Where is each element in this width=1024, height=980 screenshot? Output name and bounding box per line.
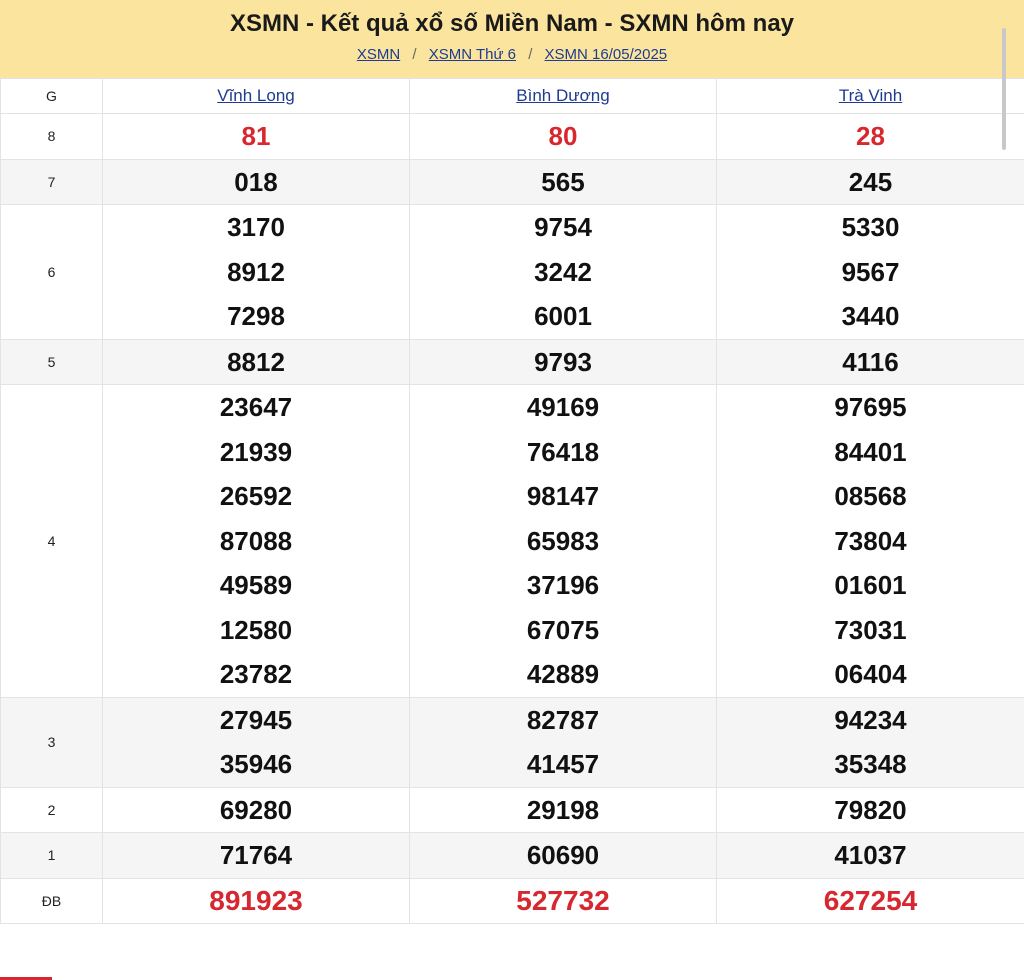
prize-cell [717, 159, 1024, 205]
prize-cell [410, 385, 717, 698]
prize-cell [410, 878, 717, 924]
result-number: 8812 [227, 346, 285, 377]
prize-cell [410, 833, 717, 879]
result-number: 9793 [534, 346, 592, 377]
result-number: 82787 [526, 704, 600, 735]
result-number: 35348 [834, 749, 907, 779]
prize-cell [410, 697, 717, 787]
prize-label: 8 [1, 114, 103, 160]
result-number: 08568 [834, 481, 907, 511]
page-header [0, 0, 1024, 78]
prize-label: 6 [1, 205, 103, 340]
result-number: 79820 [834, 794, 907, 825]
prize-cell [103, 787, 410, 833]
province-header-tra-vinh [717, 79, 1024, 114]
prize-cell [103, 159, 410, 205]
prize-label: 2 [1, 787, 103, 833]
prize-cell [103, 114, 410, 160]
prize-row-6 [1, 205, 1024, 340]
result-number: 80 [548, 121, 578, 151]
result-number: 67075 [526, 614, 600, 645]
table-header-row [1, 79, 1024, 114]
result-number: 49589 [219, 570, 293, 600]
result-number: 81 [241, 121, 271, 151]
result-number: 76418 [526, 436, 600, 467]
prize-row-1 [1, 833, 1024, 879]
prize-cell [717, 878, 1024, 924]
prize-cell [103, 697, 410, 787]
prize-label: ĐB [1, 878, 103, 924]
result-number: 01601 [834, 570, 907, 600]
prize-row-special [1, 878, 1024, 924]
breadcrumb-link-xsmn-thu-6[interactable]: XSMN Thứ 6 [428, 46, 517, 63]
result-number: 5330 [841, 212, 900, 242]
result-number: 60690 [526, 840, 600, 870]
breadcrumb [0, 46, 1024, 64]
result-number: 6001 [534, 301, 592, 331]
result-number: 018 [234, 166, 278, 197]
result-number: 73804 [834, 525, 907, 556]
prize-cell [717, 114, 1024, 160]
prize-cell [103, 339, 410, 385]
result-number: 98147 [526, 481, 600, 511]
result-number: 9567 [841, 256, 900, 287]
result-number: 84401 [834, 436, 907, 467]
prize-row-2 [1, 787, 1024, 833]
prize-cell [410, 114, 717, 160]
prize-cell [717, 833, 1024, 879]
province-header-vinh-long [103, 79, 410, 114]
results-table [0, 78, 1024, 924]
page-title: XSMN - Kết quả xổ số Miền Nam - SXMN hôm nay [229, 10, 795, 37]
result-number: 35946 [219, 749, 293, 779]
prize-label: 1 [1, 833, 103, 879]
result-number: 3170 [227, 212, 285, 242]
prize-label: 5 [1, 339, 103, 385]
vertical-scrollbar[interactable] [1002, 28, 1006, 150]
result-number: 29198 [526, 794, 600, 825]
result-number: 9754 [534, 212, 592, 242]
result-number: 4116 [842, 346, 899, 377]
result-number: 245 [848, 166, 893, 197]
result-number: 87088 [219, 525, 293, 556]
prize-cell [717, 697, 1024, 787]
result-number: 3242 [534, 256, 592, 287]
province-link-vinh-long[interactable]: Vĩnh Long [217, 86, 295, 105]
result-number: 565 [541, 166, 585, 197]
result-number: 06404 [834, 659, 907, 689]
result-number: 97695 [834, 392, 907, 422]
breadcrumb-separator: / [412, 46, 417, 63]
prize-row-7 [1, 159, 1024, 205]
result-number: 41457 [526, 749, 600, 779]
prize-row-4 [1, 385, 1024, 698]
result-number: 12580 [219, 614, 293, 645]
result-number: 21939 [219, 436, 293, 467]
breadcrumb-link-xsmn[interactable]: XSMN [356, 46, 401, 63]
result-number: 27945 [219, 704, 293, 735]
result-number: 49169 [526, 392, 600, 422]
result-number: 26592 [219, 481, 293, 511]
prize-cell [717, 385, 1024, 698]
prize-cell [410, 205, 717, 340]
prize-row-3 [1, 697, 1024, 787]
result-number: 28 [856, 121, 885, 151]
prize-cell [410, 339, 717, 385]
prize-column-header: G [1, 79, 103, 114]
prize-cell [717, 339, 1024, 385]
result-number: 42889 [526, 659, 600, 689]
result-number: 7298 [227, 301, 285, 331]
result-number: 73031 [834, 614, 907, 645]
result-number: 8912 [227, 256, 285, 287]
result-number: 23782 [219, 659, 293, 689]
prize-cell [410, 787, 717, 833]
prize-cell [103, 385, 410, 698]
prize-row-5 [1, 339, 1024, 385]
province-link-binh-duong[interactable]: Bình Dương [516, 86, 610, 105]
result-number: 65983 [526, 525, 600, 556]
prize-cell [717, 787, 1024, 833]
result-number: 527732 [516, 884, 610, 916]
prize-cell [410, 159, 717, 205]
prize-cell [103, 833, 410, 879]
result-number: 41037 [834, 840, 907, 870]
breadcrumb-separator: / [528, 46, 533, 63]
result-number: 627254 [823, 884, 918, 916]
prize-cell [103, 205, 410, 340]
result-number: 71764 [219, 840, 293, 870]
result-number: 23647 [219, 392, 293, 422]
result-number: 37196 [526, 570, 600, 600]
breadcrumb-link-xsmn-date[interactable]: XSMN 16/05/2025 [544, 46, 668, 63]
prize-row-8 [1, 114, 1024, 160]
result-number: 3440 [841, 301, 900, 331]
prize-label: 4 [1, 385, 103, 698]
prize-label: 3 [1, 697, 103, 787]
province-header-binh-duong [410, 79, 717, 114]
prize-label: 7 [1, 159, 103, 205]
result-number: 69280 [219, 794, 293, 825]
prize-cell [717, 205, 1024, 340]
prize-cell [103, 878, 410, 924]
province-link-tra-vinh[interactable]: Trà Vinh [838, 86, 903, 105]
result-number: 891923 [209, 884, 303, 916]
result-number: 94234 [834, 704, 907, 735]
